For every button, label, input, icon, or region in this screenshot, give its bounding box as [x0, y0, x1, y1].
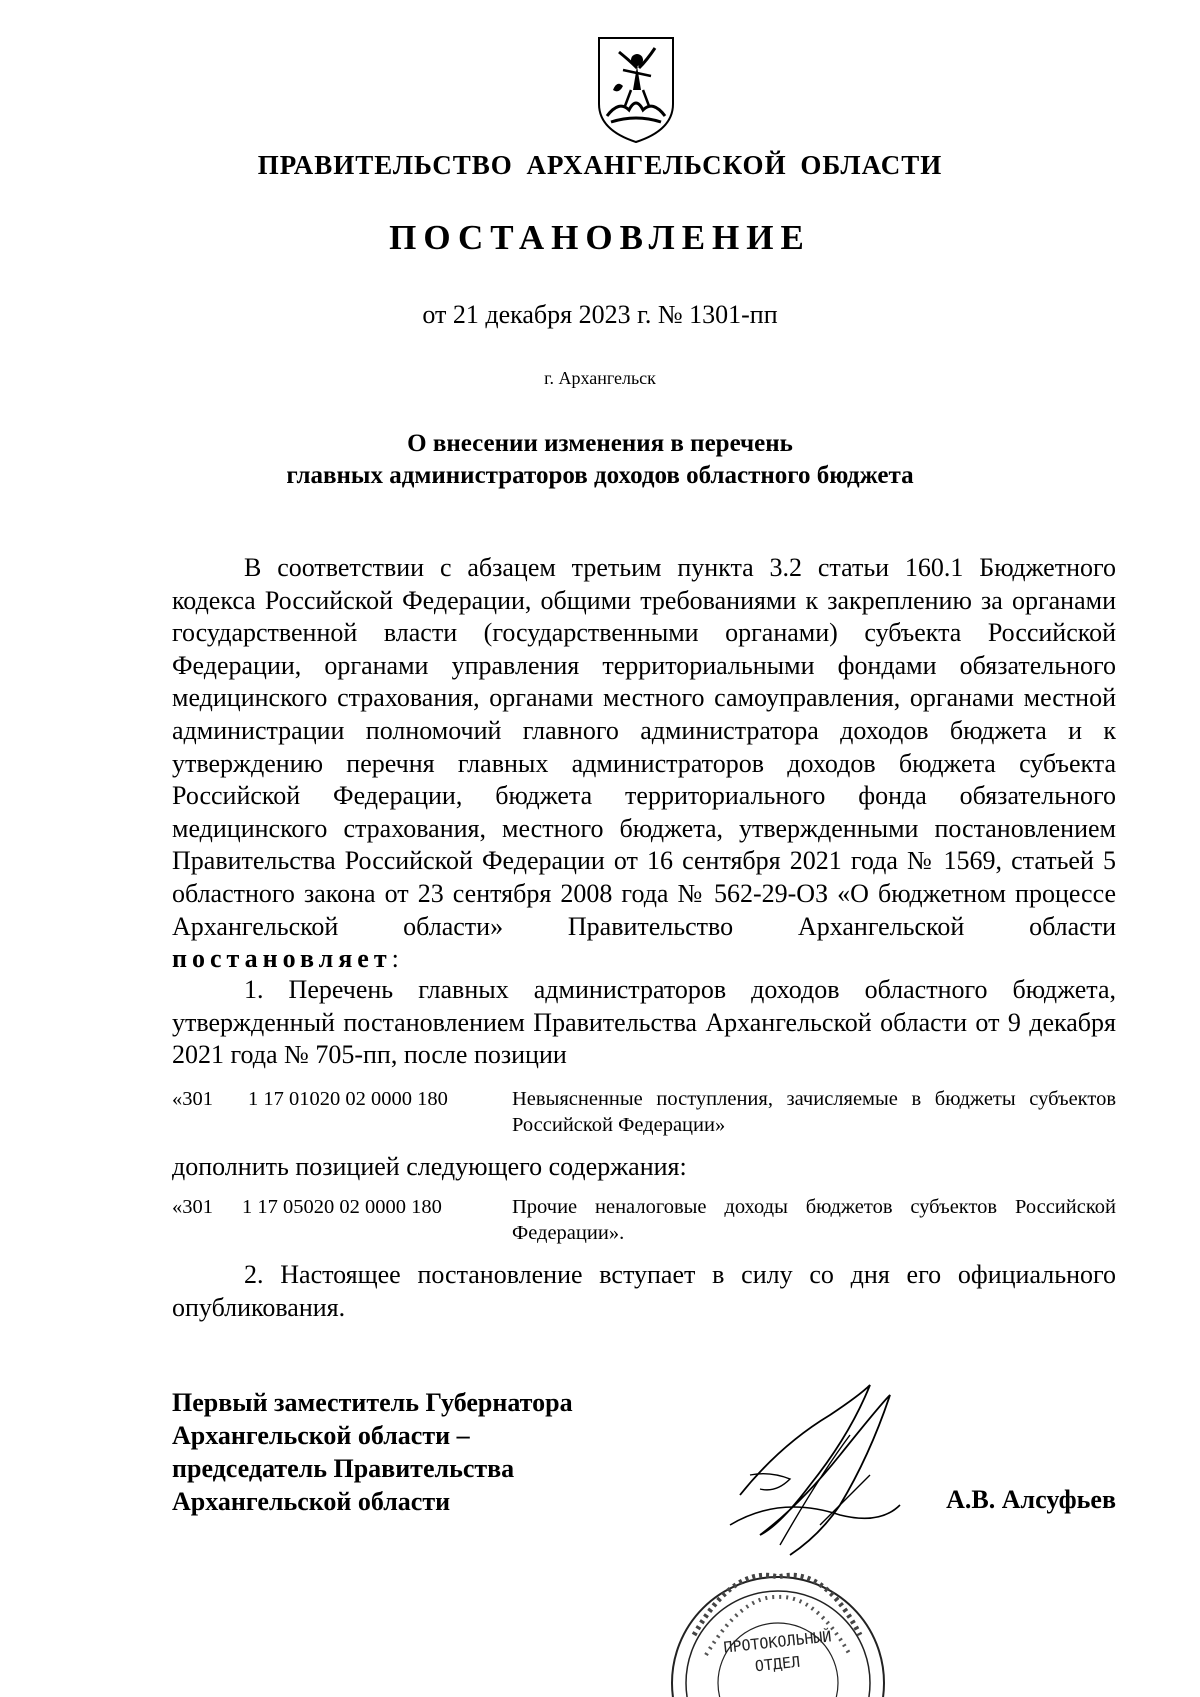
document-type: ПОСТАНОВЛЕНИЕ: [389, 218, 811, 257]
item-2-section: [172, 1259, 1116, 1324]
document-date-number: от 21 декабря 2023 г. № 1301-пп: [422, 300, 778, 329]
signer-name: А.В. Алсуфьев: [946, 1485, 1116, 1514]
signer-line-4: Архангельской области: [172, 1487, 451, 1516]
document-subject: [0, 428, 1200, 492]
existing-position-kbk: 1 17 01020 02 0000 180: [248, 1088, 448, 1110]
coat-of-arms-emblem: [593, 30, 679, 146]
signer-line-2: Архангельской области –: [172, 1421, 470, 1450]
subject-line-2: главных администраторов доходов областного бюджета: [286, 462, 914, 489]
decree-colon: :: [391, 944, 399, 974]
item-2-paragraph: 2. Настоящее постановление вступает в силу со дня его официального опубликования.: [172, 1260, 1116, 1322]
preamble-section: [172, 552, 1116, 976]
stamp-text-line-1: ПРОТОКОЛЬНЫЙ: [722, 1627, 833, 1657]
item-1-paragraph: 1. Перечень главных администраторов доходов областного бюджета, утвержденный постановлением Правительства Архангельской области от 9 декабря 2021 года № 705-пп, после позиции: [172, 975, 1116, 1070]
new-position-name: Прочие неналоговые доходы бюджетов субъектов Российской Федерации».: [512, 1196, 1116, 1244]
preamble-text: В соответствии с абзацем третьим пункта 3.2 статьи 160.1 Бюджетного кодекса Российской Федерации, общими требованиями к закреплению за органами государственной власти (государственными органами) субъекта Российской Федерации, органами управления территориальными фондами обязательного медицинского страхования, органами местного самоуправления, органами местной администрации полномочий главного администратора доходов бюджета и к утверждению перечня главных администраторов доходов бюджета субъекта Российской Федерации, бюджета территориального фонда обязательного медицинского страхования, местного бюджета, утвержденными постановлением Правительства Российской Федерации от 16 сентября 2021 года № 1569, статьей 5 областного закона от 23 сентября 2008 года № 562-29-ОЗ «О бюджетном процессе Архангельской области» Правительство Архангельской области: [172, 553, 1116, 941]
government-name: ПРАВИТЕЛЬСТВО АРХАНГЕЛЬСКОЙ ОБЛАСТИ: [257, 150, 943, 180]
signer-line-3: председатель Правительства: [172, 1454, 515, 1483]
signer-line-1: Первый заместитель Губернатора: [172, 1388, 573, 1417]
new-position-admin-code: «301: [172, 1196, 213, 1218]
supplement-text: дополнить позицией следующего содержания:: [172, 1152, 687, 1181]
new-position-kbk: 1 17 05020 02 0000 180: [242, 1196, 442, 1218]
existing-position-name: Невыясненные поступления, зачисляемые в бюджеты субъектов Российской Федерации»: [512, 1088, 1116, 1136]
existing-position-admin-code: «301: [172, 1088, 213, 1110]
handwritten-signature: [720, 1375, 910, 1575]
subject-line-1: О внесении изменения в перечень: [407, 430, 793, 457]
signer-position: [172, 1386, 573, 1518]
preamble-paragraph: [172, 552, 1116, 976]
decree-word: постановляет: [172, 944, 392, 974]
item-1-section: [172, 974, 1116, 1072]
stamp-text-line-2: ОТДЕЛ: [754, 1652, 801, 1676]
document-city: г. Архангельск: [544, 368, 656, 388]
